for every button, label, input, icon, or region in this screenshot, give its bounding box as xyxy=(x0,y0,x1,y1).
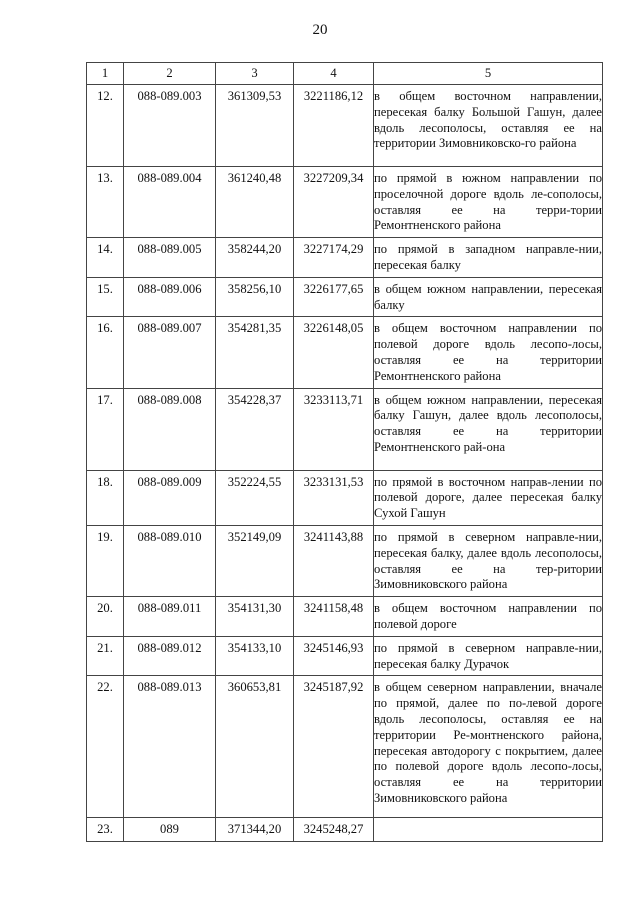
boundary-description: по прямой в западном направле-нии, пересекая балку xyxy=(374,238,603,278)
point-code: 088-089.006 xyxy=(124,277,216,317)
point-code: 088-089.010 xyxy=(124,525,216,596)
coordinate-y: 3241143,88 xyxy=(294,525,374,596)
table-row xyxy=(87,818,603,842)
point-code: 088-089.011 xyxy=(124,597,216,637)
table-row xyxy=(87,388,603,470)
coordinate-y: 3226177,65 xyxy=(294,277,374,317)
boundary-description: в общем восточном направлении, пересекая балку Большой Гашун, далее вдоль лесополосы, оставляя ее на территории Зимовниковско-го района xyxy=(374,85,603,167)
row-number: 22. xyxy=(87,676,124,818)
table-row xyxy=(87,525,603,596)
coordinate-x: 360653,81 xyxy=(216,676,294,818)
coordinate-y: 3227209,34 xyxy=(294,167,374,238)
boundary-description: в общем восточном направлении по полевой дороге вдоль лесопо-лосы, оставляя ее на территории Ремонтненского района xyxy=(374,317,603,388)
coordinate-x: 354131,30 xyxy=(216,597,294,637)
column-header: 3 xyxy=(216,63,294,85)
point-code: 088-089.007 xyxy=(124,317,216,388)
coordinate-x: 352149,09 xyxy=(216,525,294,596)
column-header: 2 xyxy=(124,63,216,85)
column-header: 4 xyxy=(294,63,374,85)
row-number: 17. xyxy=(87,388,124,470)
coordinate-y: 3233113,71 xyxy=(294,388,374,470)
table-row xyxy=(87,597,603,637)
row-number: 13. xyxy=(87,167,124,238)
table-row xyxy=(87,317,603,388)
boundary-description: в общем южном направлении, пересекая балку xyxy=(374,277,603,317)
coordinate-y: 3245146,93 xyxy=(294,636,374,676)
page-number: 20 xyxy=(312,22,328,38)
table-row xyxy=(87,676,603,818)
table-row xyxy=(87,85,603,167)
table-header-row xyxy=(87,63,603,85)
point-code: 088-089.003 xyxy=(124,85,216,167)
row-number: 19. xyxy=(87,525,124,596)
column-header: 1 xyxy=(87,63,124,85)
coordinate-y: 3245248,27 xyxy=(294,818,374,842)
coordinate-x: 354281,35 xyxy=(216,317,294,388)
boundary-description xyxy=(374,818,603,842)
table-row xyxy=(87,470,603,525)
row-number: 12. xyxy=(87,85,124,167)
point-code: 088-089.004 xyxy=(124,167,216,238)
row-number: 21. xyxy=(87,636,124,676)
table-row xyxy=(87,636,603,676)
row-number: 23. xyxy=(87,818,124,842)
coordinate-x: 371344,20 xyxy=(216,818,294,842)
row-number: 16. xyxy=(87,317,124,388)
row-number: 14. xyxy=(87,238,124,278)
table-row xyxy=(87,167,603,238)
coordinate-x: 358256,10 xyxy=(216,277,294,317)
row-number: 18. xyxy=(87,470,124,525)
boundary-description: по прямой в северном направле-нии, пересекая балку Дурачок xyxy=(374,636,603,676)
point-code: 088-089.013 xyxy=(124,676,216,818)
boundary-description: в общем северном направлении, вначале по прямой, далее по по-левой дороге вдоль лесополосы, оставляя ее на территории Ре-монтненского района, пересекая автодорогу с покрытием, далее по полевой дороге вдоль лесопо-лосы, оставляя ее на территории Зимовниковского района xyxy=(374,676,603,818)
coordinate-x: 352224,55 xyxy=(216,470,294,525)
point-code: 088-089.012 xyxy=(124,636,216,676)
table-row xyxy=(87,238,603,278)
coordinate-y: 3227174,29 xyxy=(294,238,374,278)
coordinate-x: 354133,10 xyxy=(216,636,294,676)
coordinate-x: 361309,53 xyxy=(216,85,294,167)
row-number: 20. xyxy=(87,597,124,637)
row-number: 15. xyxy=(87,277,124,317)
table-row xyxy=(87,277,603,317)
coordinate-y: 3226148,05 xyxy=(294,317,374,388)
point-code: 088-089.008 xyxy=(124,388,216,470)
coordinate-x: 354228,37 xyxy=(216,388,294,470)
boundary-description: по прямой в восточном направ-лении по полевой дороге, далее пересекая балку Сухой Гашун xyxy=(374,470,603,525)
boundary-description: по прямой в южном направлении по проселочной дороге вдоль ле-сополосы, оставляя ее на терри-тории Ремонтненского района xyxy=(374,167,603,238)
boundary-description: в общем восточном направлении по полевой дороге xyxy=(374,597,603,637)
coordinate-y: 3245187,92 xyxy=(294,676,374,818)
boundary-description: по прямой в северном направле-нии, пересекая балку, далее вдоль лесополосы, оставляя ее на тер-ритории Зимовниковского района xyxy=(374,525,603,596)
coordinate-x: 358244,20 xyxy=(216,238,294,278)
boundary-description: в общем южном направлении, пересекая балку Гашун, далее вдоль лесополосы, оставляя ее на территории Ремонтненского рай-она xyxy=(374,388,603,470)
coordinate-y: 3241158,48 xyxy=(294,597,374,637)
point-code: 088-089.009 xyxy=(124,470,216,525)
coordinate-x: 361240,48 xyxy=(216,167,294,238)
coordinate-y: 3233131,53 xyxy=(294,470,374,525)
boundary-points-table xyxy=(86,62,603,842)
point-code: 089 xyxy=(124,818,216,842)
point-code: 088-089.005 xyxy=(124,238,216,278)
coordinate-y: 3221186,12 xyxy=(294,85,374,167)
column-header: 5 xyxy=(374,63,603,85)
